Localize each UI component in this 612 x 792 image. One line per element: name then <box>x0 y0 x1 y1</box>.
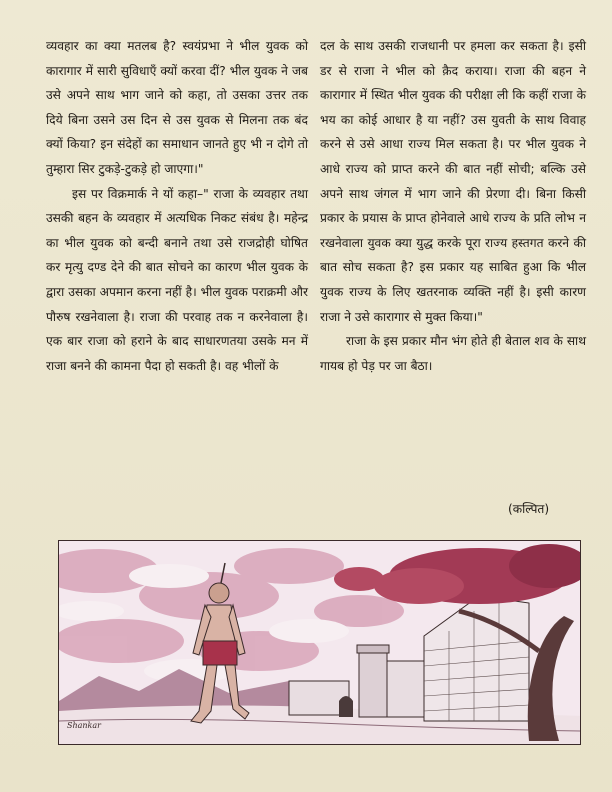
left-text-column <box>46 34 308 378</box>
illustration-drawing <box>59 541 581 745</box>
left-paragraph-2: इस पर विक्रमार्क ने यों कहा–" राजा के व्यवहार तथा उसकी बहन के व्यवहार में अत्यधिक निकट संबंध है। महेन्द्र का भील युवक को बन्दी बनाने तथा उसे राजद्रोही घोषित कर मृत्यु दण्ड देने की बात सोचने का कारण भील युवक के द्वारा उसका अपमान करना नहीं है। भील युवक पराक्रमी और पौरुष रखनेवाला है। राजा की परवाह तक न करनेवाला है। एक बार राजा को हराने के बाद साधारणतया उसके मन में राजा बनने की कामना पैदा हो सकती है। वह भीलों के <box>46 186 308 373</box>
illustrator-signature: Shankar <box>67 721 101 730</box>
credit-label: (कल्पित) <box>508 502 550 516</box>
left-paragraph-1: व्यवहार का क्या मतलब है? स्वयंप्रभा ने भील युवक को कारागार में सारी सुविधाएँ क्यों करवा दीं? भील युवक ने जब उसे अपने साथ भाग जाने को कहा, तो उसका उत्तर तक दिये बिना उसने उस दिन से उस युवक से मिलना तक बंद क्यों किया? इन संदेहों का समाधान जानते हुए भी न दोगे तो तुम्हारा सिर टुकड़े-टुकड़े हो जाएगा।" <box>46 39 308 176</box>
right-paragraph-1: दल के साथ उसकी राजधानी पर हमला कर सकता है। इसी डर से राजा ने भील को क़ैद कराया। राजा की बहन ने कारागार में स्थित भील युवक की परीक्षा ली कि कहीं राजा के भय का कोई आधार है या नहीं? उस युवती के साथ विवाह करने से उसे आधा राज्य मिल सकता है। पर भील युवक ने आधे राज्य को प्राप्त करने की बात नहीं सोची; बल्कि उसे अपने साथ जंगल में भाग जाने की प्रेरणा दी। बिना किसी प्रकार के प्रयास के प्राप्त होनेवाले आधे राज्य के प्रति लोभ न रखनेवाला युवक क्या युद्ध करके पूरा राज्य हस्तगत करने की बात सोच सकता है? इस प्रकार यह साबित हुआ कि भील युवक राज्य के लिए खतरनाक व्यक्ति नहीं है। इसी कारण राजा ने उसे कारागार से मुक्त किया।" <box>320 39 586 324</box>
right-paragraph-2: राजा के इस प्रकार मौन भंग होते ही बेताल शव के साथ गायब हो पेड़ पर जा बैठा। <box>320 334 586 373</box>
story-illustration <box>58 540 581 745</box>
right-text-column <box>320 34 586 378</box>
